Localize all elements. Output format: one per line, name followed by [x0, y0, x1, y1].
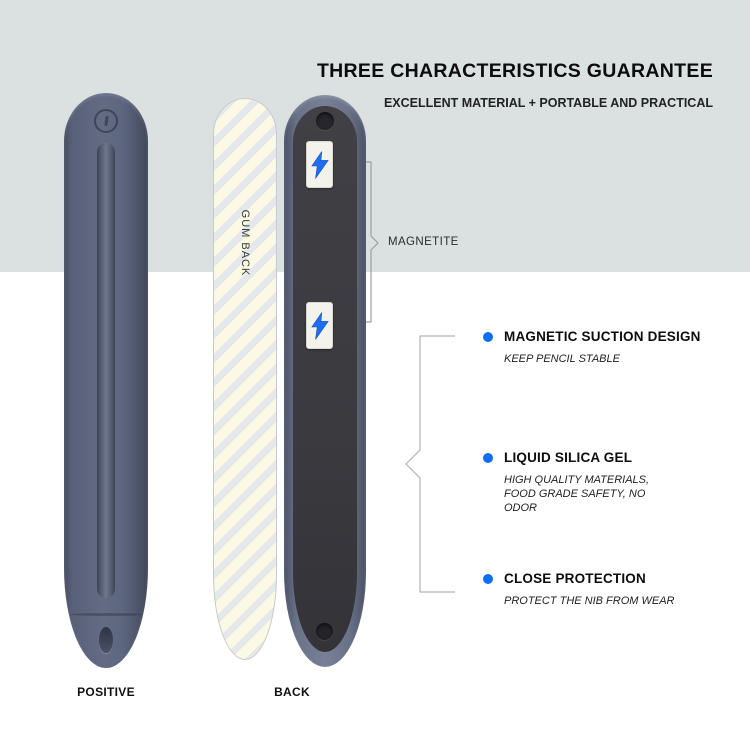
magnet-sticker-bottom [306, 302, 333, 349]
lightning-bolt-icon [311, 311, 329, 341]
pencil-groove [97, 143, 115, 598]
feature-close-protection [483, 571, 675, 608]
hanging-hole [316, 112, 334, 130]
front-thumb-indent [99, 627, 113, 653]
page-title: THREE CHARACTERISTICS GUARANTEE [316, 60, 713, 82]
magnetite-label: MAGNETITE [388, 236, 459, 248]
front-shelf-edge [71, 613, 141, 616]
feature-description: PROTECT THE NIB FROM WEAR [504, 595, 675, 607]
brand-logo-icon [94, 109, 118, 133]
feature-magnetic-suction [483, 329, 701, 366]
header [317, 60, 713, 110]
caption-positive: POSITIVE [77, 685, 135, 699]
feature-title: LIQUID SILICA GEL [504, 450, 633, 465]
feature-description: HIGH QUALITY MATERIALS, FOOD GRADE SAFETY, NO ODOR [504, 474, 650, 514]
features-bracket [406, 336, 455, 592]
magnet-sticker-top [306, 141, 333, 188]
gum-back-sticker-view [213, 98, 277, 660]
gum-back-label: GUM BACK [239, 209, 251, 277]
pencil-holder-front-view [64, 93, 148, 668]
lightning-bolt-icon [311, 150, 329, 180]
feature-bullet-dot [483, 453, 493, 463]
feature-description: KEEP PENCIL STABLE [504, 353, 620, 365]
feature-title: CLOSE PROTECTION [504, 571, 646, 586]
feature-title: MAGNETIC SUCTION DESIGN [504, 329, 701, 344]
caption-back: BACK [274, 685, 310, 699]
feature-liquid-silica-gel [483, 450, 680, 515]
pencil-holder-back-view [284, 95, 366, 667]
back-bottom-indent [316, 623, 333, 640]
feature-bullet-dot [483, 332, 493, 342]
feature-bullet-dot [483, 574, 493, 584]
page-subtitle: EXCELLENT MATERIAL + PORTABLE AND PRACTICAL [383, 96, 713, 110]
